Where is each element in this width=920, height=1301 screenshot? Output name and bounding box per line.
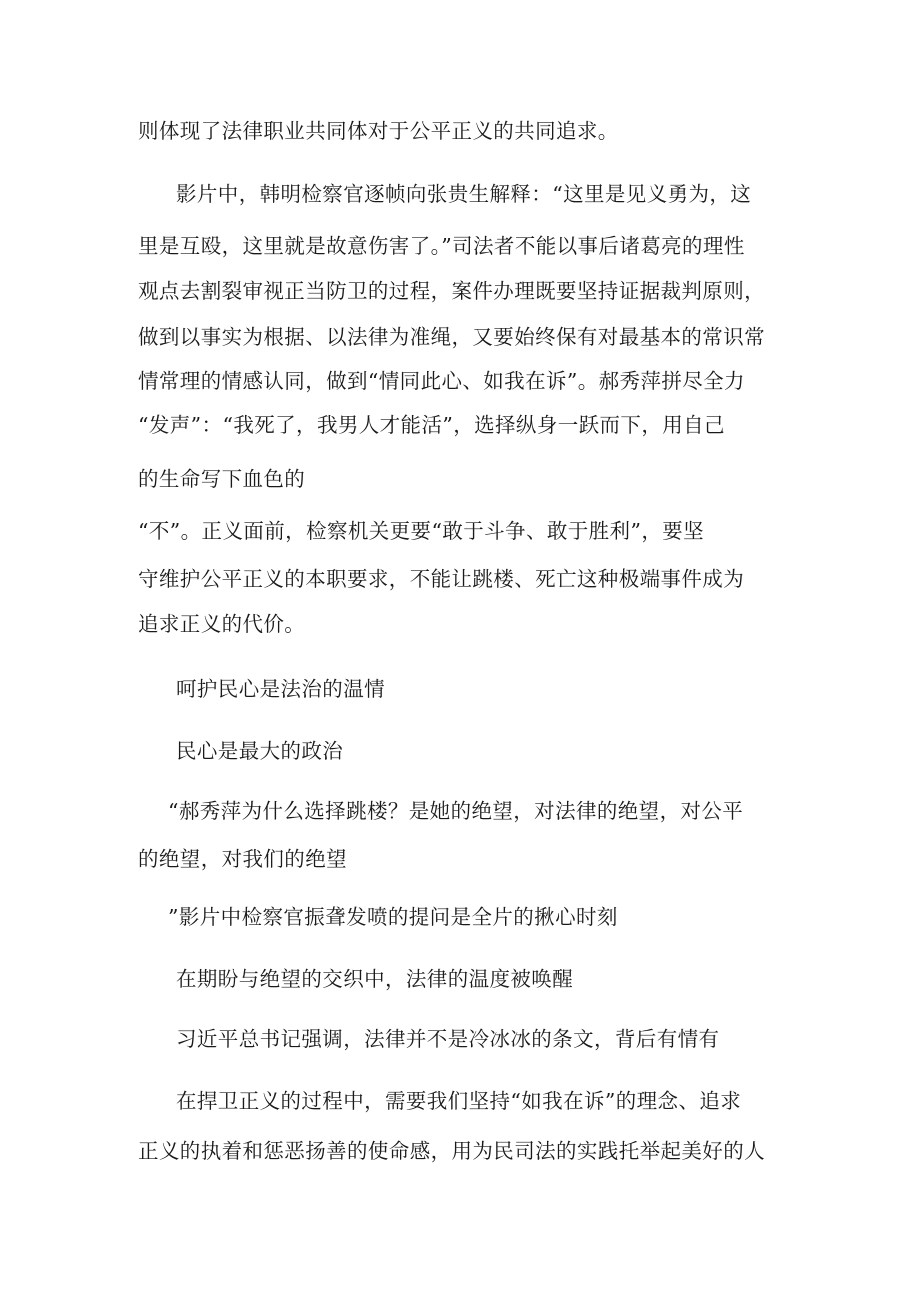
- text-line: 观点去割裂审视正当防卫的过程，案件办理既要坚持证据裁判原则，: [138, 279, 765, 303]
- text-line: 里是互殴，这里就是故意伤害了。”司法者不能以事后诸葛亮的理性: [138, 234, 745, 258]
- section-heading: 民心是最大的政治: [176, 739, 344, 763]
- text-line: “不”。正义面前，检察机关更要“敢于斗争、敢于胜利”，要坚: [138, 519, 705, 543]
- text-line: 做到以事实为根据、以法律为准绳，又要始终保有对最基本的常识常: [138, 325, 765, 349]
- text-line: 追求正义的代价。: [138, 612, 306, 636]
- text-line: 守维护公平正义的本职要求，不能让跳楼、死亡这种极端事件成为: [138, 567, 745, 591]
- text-line: “发声”：“我死了，我男人才能活”，选择纵身一跃而下，用自己: [138, 413, 725, 437]
- text-line: 的生命写下血色的: [138, 467, 306, 491]
- text-line: “郝秀萍为什么选择跳楼？是她的绝望，对法律的绝望，对公平: [168, 799, 744, 823]
- text-line: 则体现了法律职业共同体对于公平正义的共同追求。: [138, 119, 619, 143]
- text-line: 在捍卫正义的过程中，需要我们坚持“如我在诉”的理念、追求: [176, 1089, 742, 1113]
- text-line: 的绝望，对我们的绝望: [138, 847, 347, 871]
- text-line: 影片中，韩明检察官逐帧向张贵生解释：“这里是见义勇为，这: [176, 182, 752, 206]
- text-line: ”影片中检察官振聋发喷的提问是全片的揪心时刻: [168, 905, 618, 929]
- text-line: 在期盼与绝望的交织中，法律的温度被唤醒: [176, 967, 574, 991]
- text-line: 习近平总书记强调，法律并不是冷冰冰的条文，背后有情有: [176, 1027, 720, 1051]
- section-heading: 呵护民心是法治的温情: [176, 677, 385, 701]
- text-line: 正义的执着和惩恶扬善的使命感，用为民司法的实践托举起美好的人: [138, 1139, 765, 1163]
- text-line: 情常理的情感认同，做到“情同此心、如我在诉”。郝秀萍拼尽全力: [138, 369, 745, 393]
